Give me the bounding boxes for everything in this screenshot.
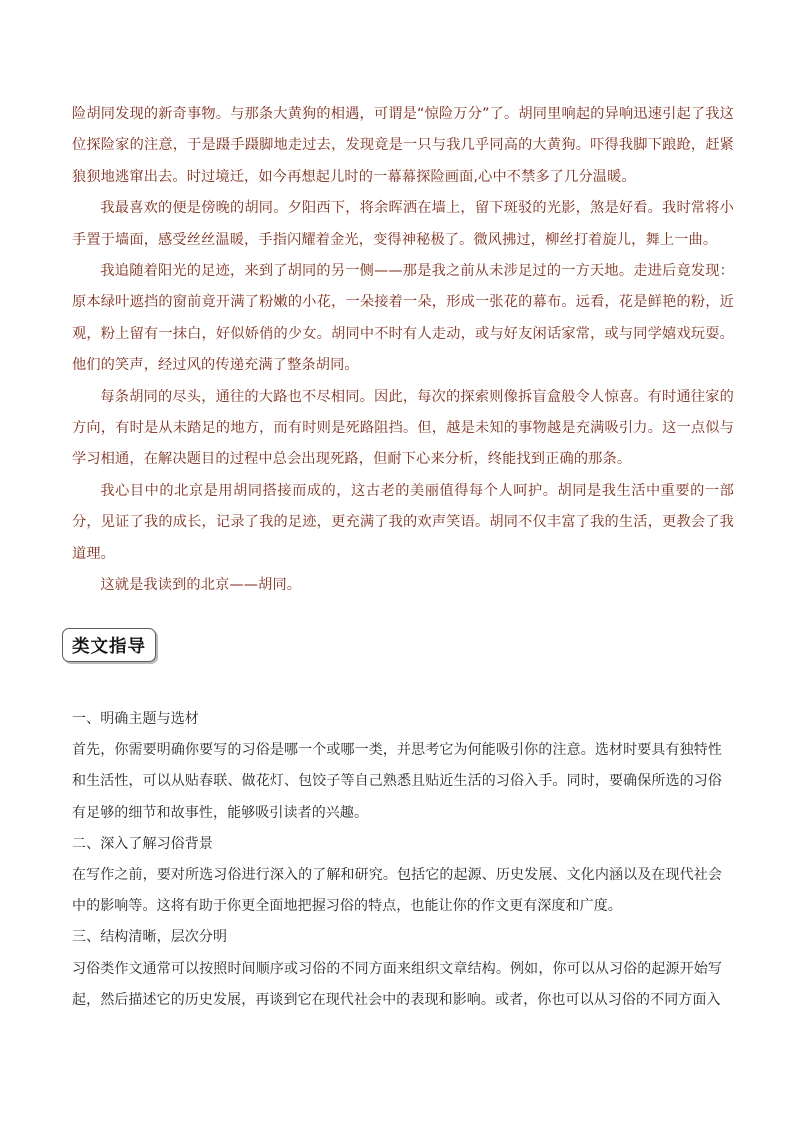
guide-paragraph-1: 首先，你需要明确你要写的习俗是哪一个或哪一类，并思考它为何能吸引你的注意。选材时要具有独特性和生活性，可以从贴春联、做花灯、包饺子等自己熟悉且贴近生活的习俗入手。同时，要确保所选的习俗有足够的细节和故事性，能够吸引读者的兴趣。 <box>72 742 722 821</box>
guide-heading-3: 三、结构清晰，层次分明 <box>72 929 228 946</box>
essay-paragraph-2: 我最喜欢的便是傍晚的胡同。夕阳西下，将余晖洒在墙上，留下斑驳的光影，煞是好看。我时常将小手置于墙面，感受丝丝温暖，手指闪耀着金光，变得神秘极了。微风拂过，柳丝打着旋儿，舞上一曲。 <box>72 200 734 248</box>
essay-paragraph-5: 我心目中的北京是用胡同搭接而成的，这古老的美丽值得每个人呵护。胡同是我生活中重要的一部分，见证了我的成长，记录了我的足迹，更充满了我的欢声笑语。胡同不仅丰富了我的生活，更教会了我道理。 <box>72 482 734 562</box>
guide-heading-1: 一、明确主题与选材 <box>72 711 199 727</box>
guide-paragraph-2: 在写作之前，要对所选习俗进行深入的了解和研究。包括它的起源、历史发展、文化内涵以及在现代社会中的影响等。这将有助于你更全面地把握习俗的特点，也能让你的作文更有深度和广度。 <box>72 867 722 915</box>
essay-paragraph-1: 险胡同发现的新奇事物。与那条大黄狗的相遇，可谓是“惊险万分”了。胡同里响起的异响迅速引起了我这位探险家的注意，于是蹑手蹑脚地走过去，发现竟是一只与我几乎同高的大黄狗。吓得我脚下踉跄，赶紧狼狈地逃窜出去。时过境迁，如今再想起儿时的一幕幕探险画面,心中不禁多了几分温暖。 <box>72 106 734 185</box>
guide-heading-2: 二、深入了解习俗背景 <box>72 835 213 852</box>
essay-paragraph-4: 每条胡同的尽头，通往的大路也不尽相同。因此，每次的探索则像拆盲盒般令人惊喜。有时通往家的方向，有时是从未踏足的地方，而有时则是死路阻挡。但，越是未知的事物越是充满吸引力。这一点似与学习相通，在解决题目的过程中总会出现死路，但耐下心来分析，终能找到正确的那条。 <box>72 388 734 468</box>
section-title-box <box>62 628 156 662</box>
writing-guide <box>72 704 722 1016</box>
essay-paragraph-6: 这就是我读到的北京——胡同。 <box>100 577 302 594</box>
essay-text <box>72 99 734 602</box>
section-title: 类文指导 <box>72 636 146 657</box>
guide-paragraph-3: 习俗类作文通常可以按照时间顺序或习俗的不同方面来组织文章结构。例如，你可以从习俗的起源开始写起，然后描述它的历史发展，再谈到它在现代社会中的表现和影响。或者，你也可以从习俗的不同方面入 <box>72 960 722 1008</box>
essay-paragraph-3: 我追随着阳光的足迹，来到了胡同的另一侧——那是我之前从未涉足过的一方天地。走进后竟发现：原本绿叶遮挡的窗前竟开满了粉嫩的小花，一朵接着一朵，形成一张花的幕布。远看，花是鲜艳的粉，近观，粉上留有一抹白，好似娇俏的少女。胡同中不时有人走动，或与好友闲话家常，或与同学嬉戏玩耍。他们的笑声，经过风的传递充满了整条胡同。 <box>72 263 734 374</box>
